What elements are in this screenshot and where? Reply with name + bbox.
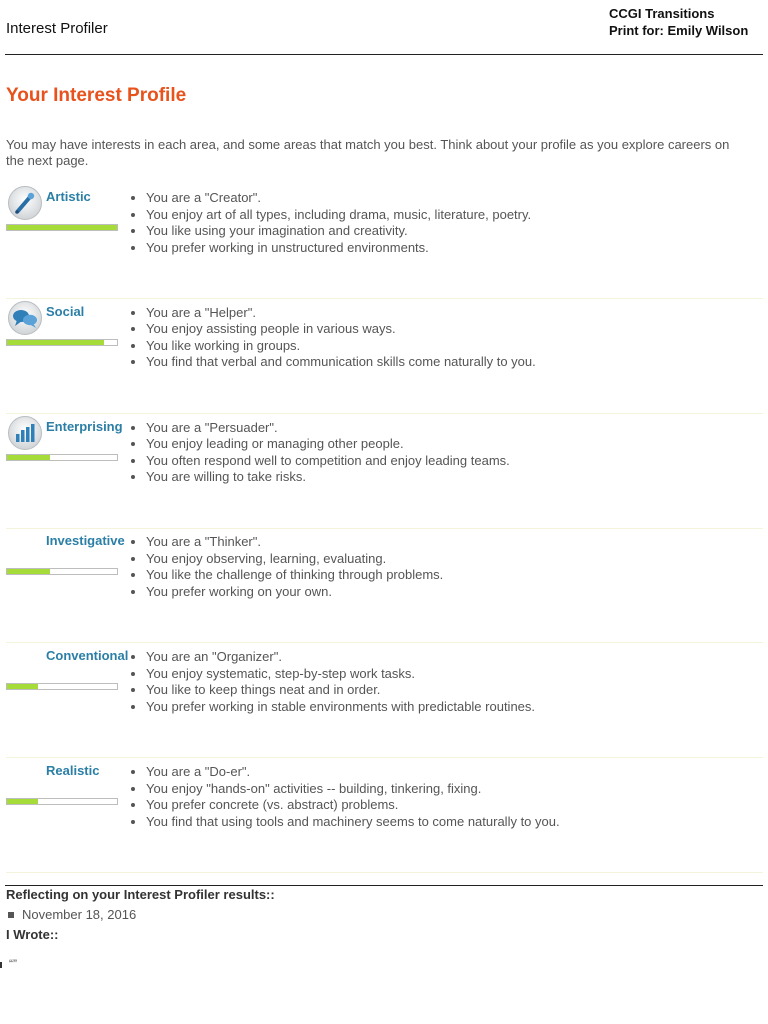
profile-name: Social [46, 303, 85, 319]
score-bar-fill [7, 225, 117, 230]
profile-investigative [6, 528, 763, 643]
profile-name: Conventional [46, 648, 129, 664]
score-bar-fill [7, 340, 104, 345]
trait-item: • You prefer working in stable environments with predictable routines. [146, 699, 535, 716]
score-bar-fill [7, 799, 38, 804]
score-bar [6, 224, 118, 231]
trait-list [131, 649, 535, 715]
profile-name: Artistic [46, 189, 91, 204]
score-bar-fill [7, 569, 50, 574]
profile-conventional [6, 643, 763, 758]
trait-item: • You are a "Creator". [146, 190, 531, 207]
app-title: Interest Profiler [6, 20, 108, 37]
bar-chart-icon [7, 415, 43, 451]
trait-item: • You like using your imagination and creativity. [146, 223, 531, 240]
reflection-title: Reflecting on your Interest Profiler results:: [6, 887, 275, 902]
paintbrush-icon [7, 185, 43, 221]
trait-list [131, 190, 531, 256]
trait-item: • You enjoy assisting people in various ways. [146, 321, 536, 338]
trait-list [131, 305, 536, 371]
trait-item: • You like the challenge of thinking through problems. [146, 567, 443, 584]
org-name: CCGI Transitions [609, 6, 715, 21]
profile-artistic [6, 184, 763, 299]
reflection-date-row [6, 907, 136, 922]
trait-item: • You are a "Helper". [146, 305, 536, 322]
score-bar [6, 798, 118, 805]
score-bar [6, 683, 118, 690]
profile-separator [6, 872, 763, 873]
score-bar [6, 339, 118, 346]
trait-item: • You prefer working in unstructured environments. [146, 240, 531, 257]
trait-item: • You are willing to take risks. [146, 469, 510, 486]
trait-item: • You enjoy systematic, step-by-step work tasks. [146, 666, 535, 683]
square-bullet-icon [8, 912, 14, 918]
score-bar-fill [7, 455, 50, 460]
profile-name: Investigative [46, 533, 125, 549]
profile-social [6, 299, 763, 414]
trait-item: • You enjoy leading or managing other people. [146, 436, 510, 453]
intro-text: You may have interests in each area, and some areas that match you best. Think about your profile as you explore careers on the next page. [6, 137, 730, 168]
trait-item: • You enjoy "hands-on" activities -- building, tinkering, fixing. [146, 781, 560, 798]
trait-list [131, 764, 560, 830]
profile-name: Realistic [46, 763, 100, 778]
trait-item: • You enjoy observing, learning, evaluating. [146, 551, 443, 568]
header-divider [5, 54, 763, 55]
score-bar-fill [7, 684, 38, 689]
trait-item: • You find that verbal and communication skills come naturally to you. [146, 354, 536, 371]
edge-mark [0, 962, 2, 968]
trait-item: • You enjoy art of all types, including drama, music, literature, poetry. [146, 207, 531, 224]
trait-list [131, 420, 510, 486]
trait-item: • You like working in groups. [146, 338, 536, 355]
reflection-date: November 18, 2016 [22, 907, 137, 922]
page-title: Your Interest Profile [6, 85, 187, 106]
trait-item: • You find that using tools and machinery seems to come naturally to you. [146, 814, 560, 831]
trait-item: • You often respond well to competition and enjoy leading teams. [146, 453, 510, 470]
trait-item: • You prefer working on your own. [146, 584, 443, 601]
score-bar [6, 454, 118, 461]
profile-name: Enterprising [46, 418, 123, 434]
trait-item: • You prefer concrete (vs. abstract) problems. [146, 797, 560, 814]
profile-enterprising [6, 414, 763, 529]
trait-item: • You are an "Organizer". [146, 649, 535, 666]
print-for-label: Print for: Emily Wilson [609, 23, 749, 38]
score-bar [6, 568, 118, 575]
reflection-divider [5, 885, 763, 886]
wrote-label: I Wrote:: [6, 927, 59, 942]
trait-item: • You like to keep things neat and in order. [146, 682, 535, 699]
speech-bubbles-icon [7, 300, 43, 336]
reflection-answer: “” [9, 957, 17, 971]
trait-item: • You are a "Thinker". [146, 534, 443, 551]
profile-realistic [6, 758, 763, 873]
print-header [609, 5, 748, 39]
trait-item: • You are a "Persuader". [146, 420, 510, 437]
trait-item: • You are a "Do-er". [146, 764, 560, 781]
trait-list [131, 534, 443, 600]
